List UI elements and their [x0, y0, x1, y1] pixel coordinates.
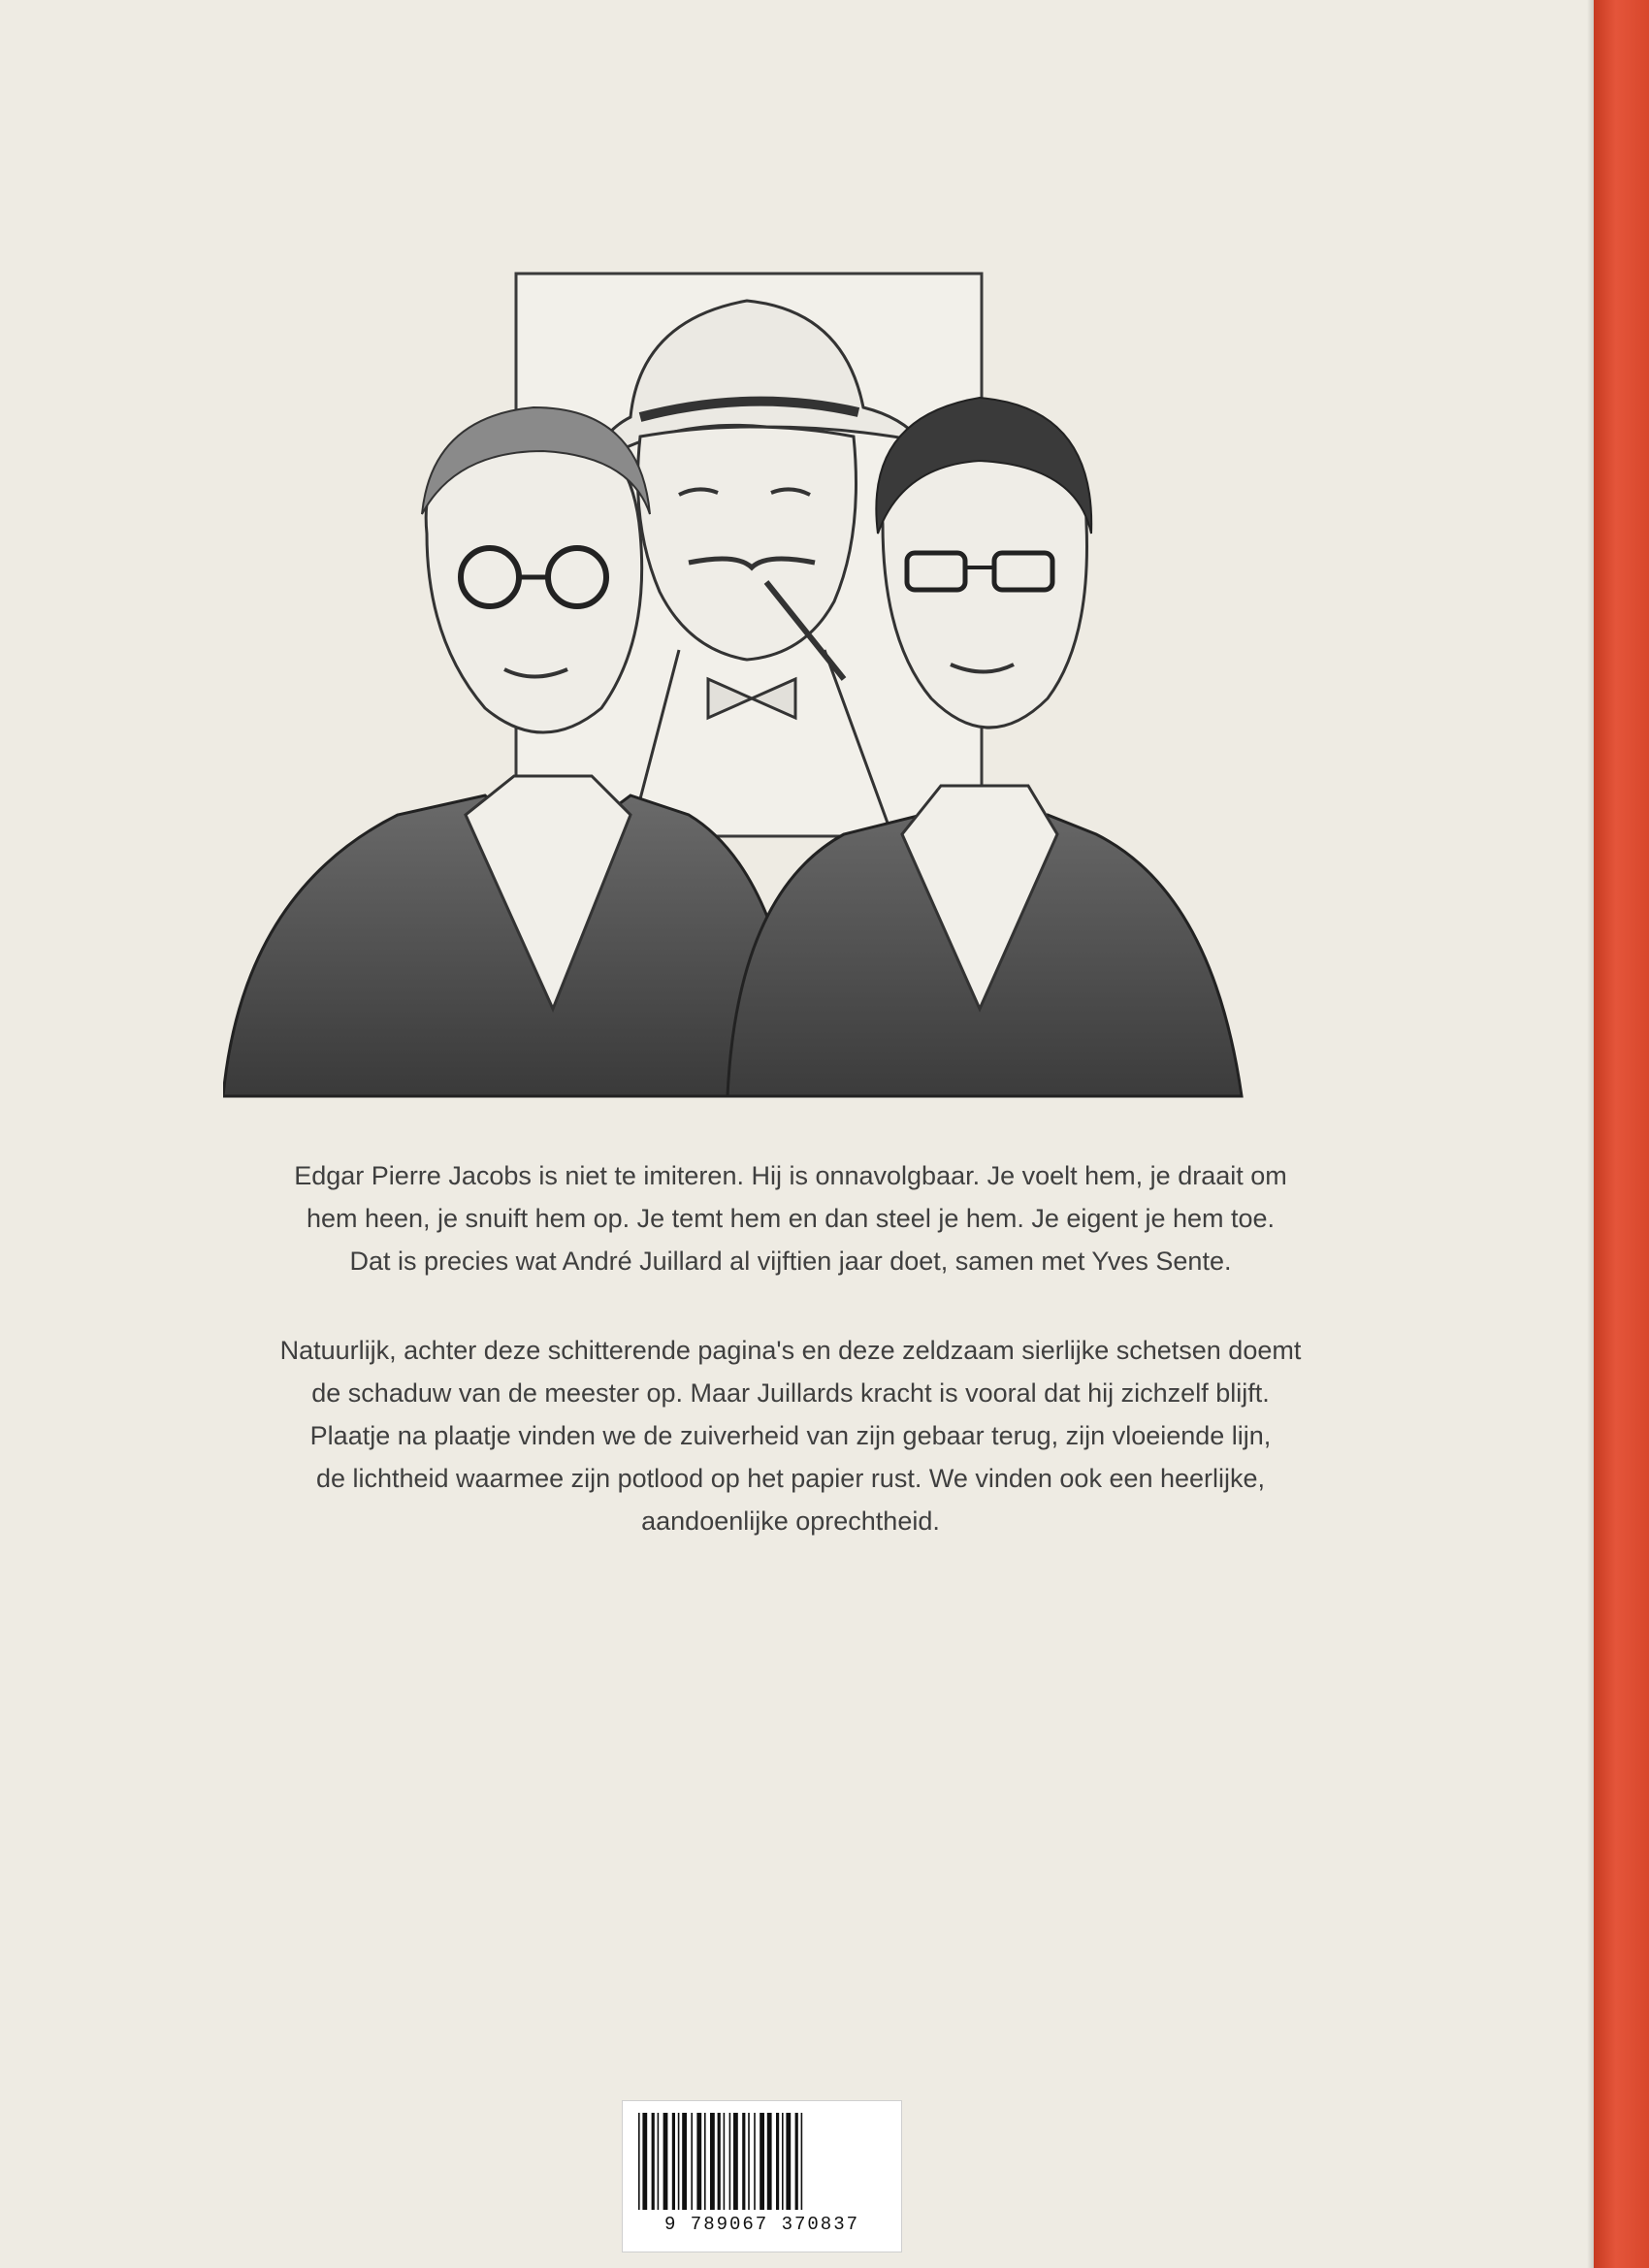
text-line: Dat is precies wat André Juillard al vijftien jaar doet, samen met Yves Sente. — [349, 1247, 1232, 1276]
isbn-number: 9 789067 370837 — [663, 2214, 860, 2235]
barcode-bar — [691, 2113, 693, 2210]
isbn-barcode — [622, 2100, 902, 2252]
barcode-bar — [672, 2113, 675, 2210]
barcode-bar — [642, 2113, 647, 2210]
barcode-bar — [718, 2113, 721, 2210]
barcode-bar — [748, 2113, 750, 2210]
barcode-bar — [663, 2113, 668, 2210]
barcode-bar — [658, 2113, 660, 2210]
barcode-bar — [710, 2113, 715, 2210]
text-line: Edgar Pierre Jacobs is niet te imiteren. Hij is onnavolgbaar. Je voelt hem, je draait om — [294, 1161, 1287, 1190]
text-line: Plaatje na plaatje vinden we de zuiverheid van zijn gebaar terug, zijn vloeiende lijn, — [309, 1421, 1272, 1450]
text-line: hem heen, je snuift hem op. Je temt hem en dan steel je hem. Je eigent je hem toe. — [306, 1204, 1276, 1233]
barcode-bar — [724, 2113, 726, 2210]
barcode-bar — [678, 2113, 680, 2210]
barcode-bar — [742, 2113, 745, 2210]
text-line: de lichtheid waarmee zijn potlood op het papier rust. We vinden ook een heerlijke, — [315, 1464, 1266, 1493]
barcode-bar — [682, 2113, 687, 2210]
barcode-bar — [760, 2113, 764, 2210]
paragraph-intro — [146, 1154, 1436, 1282]
paragraph-body — [146, 1329, 1436, 1542]
barcode-bar — [767, 2113, 772, 2210]
barcode-bar — [733, 2113, 738, 2210]
barcode-bar — [782, 2113, 784, 2210]
barcode-bar — [801, 2113, 803, 2210]
barcode-bar — [638, 2113, 640, 2210]
barcode-bars — [634, 2113, 889, 2210]
text-line: Natuurlijk, achter deze schitterende pagina's en deze zeldzaam sierlijke schetsen doemt — [279, 1336, 1302, 1365]
barcode-bar — [754, 2113, 756, 2210]
text-line: de schaduw van de meester op. Maar Juillards kracht is vooral dat hij zichzelf blijft. — [311, 1378, 1270, 1408]
portrait-illustration — [223, 272, 1251, 1116]
barcode-bar — [696, 2113, 701, 2210]
book-spine — [1594, 0, 1649, 2268]
barcode-bar — [652, 2113, 655, 2210]
barcode-bar — [704, 2113, 706, 2210]
barcode-bar — [795, 2113, 798, 2210]
text-line: aandoenlijke oprechtheid. — [641, 1507, 940, 1536]
barcode-bar — [776, 2113, 779, 2210]
barcode-bar — [786, 2113, 791, 2210]
barcode-bar — [729, 2113, 731, 2210]
